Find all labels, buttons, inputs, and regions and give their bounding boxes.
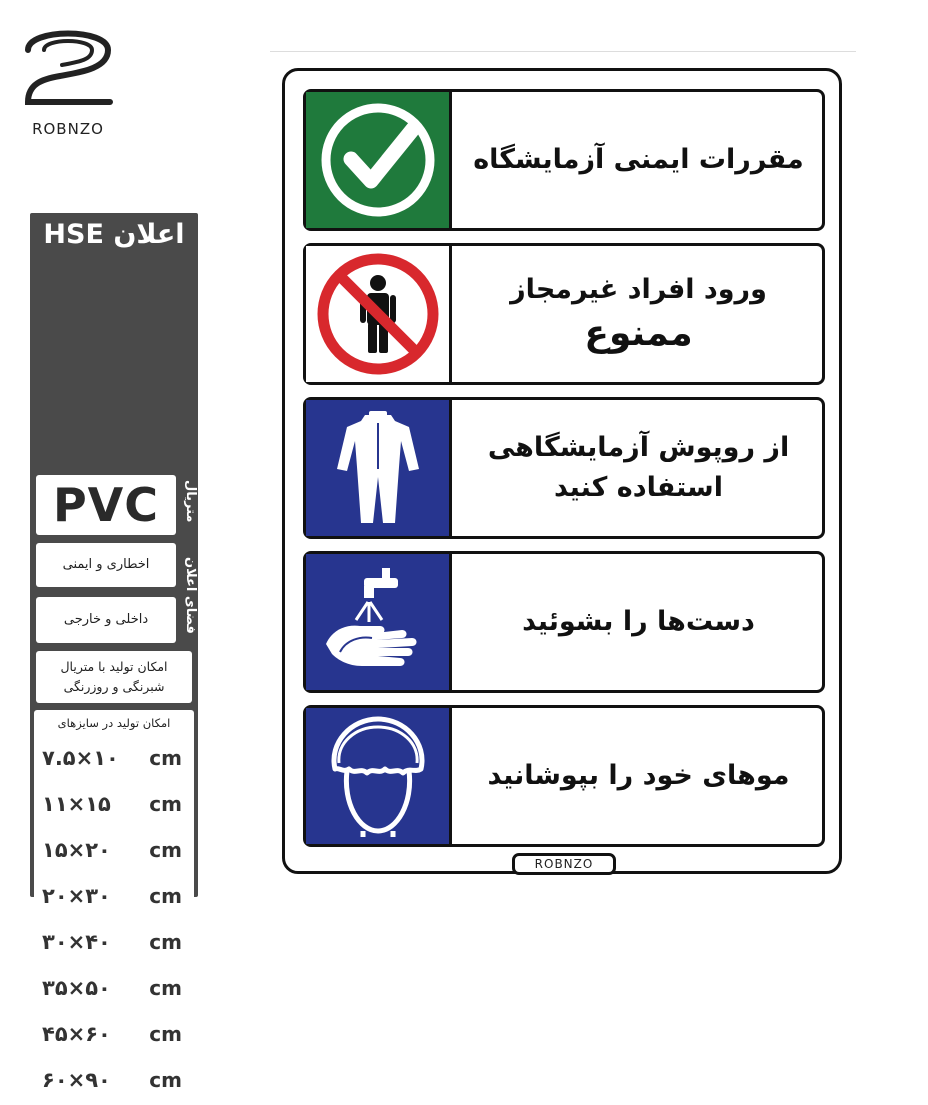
material-label: متریال (183, 479, 198, 523)
size-item (34, 884, 194, 908)
brand-logo (20, 20, 116, 140)
size-value: ۳۵×۵۰ (42, 976, 111, 1000)
row-line1: دست‌ها را بشوئید (522, 606, 755, 637)
production-note-line2: شبرنگی و روزرنگی (63, 679, 165, 694)
material-box (36, 475, 176, 535)
size-item (34, 1068, 194, 1092)
product-title: اعلان HSE (43, 219, 185, 250)
row-text (455, 400, 822, 536)
sign-row-lab-rules (303, 89, 825, 231)
icon-cell (306, 554, 452, 690)
size-unit: cm (149, 746, 182, 770)
row-line2: استفاده کنید (554, 472, 723, 503)
row-text (455, 246, 822, 382)
size-item (34, 838, 194, 862)
placement-value: داخلی و خارجی (36, 597, 176, 643)
production-note-line1: امکان تولید با متریال (60, 659, 168, 674)
size-item (34, 976, 194, 1000)
row-text (455, 554, 822, 690)
icon-cell (306, 246, 452, 382)
type-value: اخطاری و ایمنی (36, 543, 176, 587)
size-unit: cm (149, 884, 182, 908)
size-value: ۱۱×۱۵ (42, 792, 111, 816)
check-icon (317, 99, 439, 221)
size-value: ۶۰×۹۰ (42, 1068, 111, 1092)
icon-cell (306, 400, 452, 536)
sizes-heading: امکان تولید در سایزهای (57, 716, 171, 730)
row-line2: ممنوع (584, 313, 693, 354)
logo-text: ROBNZO (32, 120, 104, 138)
sign-row-hair-cover (303, 705, 825, 847)
size-unit: cm (149, 976, 182, 1000)
logo-mark-icon (20, 20, 116, 116)
row-line1: از روپوش آزمایشگاهی (487, 432, 790, 463)
sign-footer-logo: ROBNZO (512, 853, 616, 875)
row-line1: مقررات ایمنی آزمایشگاه (473, 144, 804, 175)
sign-row-wash-hands (303, 551, 825, 693)
no-entry-person-icon (315, 251, 441, 377)
size-value: ۱۵×۲۰ (42, 838, 111, 862)
size-value: ۳۰×۴۰ (42, 930, 111, 954)
size-value: ۷.۵×۱۰ (42, 746, 119, 770)
size-item (34, 930, 194, 954)
top-divider (270, 51, 856, 52)
size-item (34, 792, 194, 816)
size-item (34, 746, 194, 770)
size-unit: cm (149, 1022, 182, 1046)
size-unit: cm (149, 792, 182, 816)
sign-row-lab-coat (303, 397, 825, 539)
size-value: ۴۵×۶۰ (42, 1022, 111, 1046)
lab-coverall-icon (333, 407, 423, 529)
product-info-panel (30, 213, 198, 1092)
row-line1: موهای خود را بپوشانید (487, 760, 790, 791)
sizes-list (34, 710, 194, 1105)
space-label: فضای اعلان (183, 556, 198, 634)
production-note (36, 651, 192, 703)
hair-cover-icon (323, 713, 433, 839)
row-text (455, 92, 822, 228)
size-unit: cm (149, 838, 182, 862)
material-value: PVC (52, 478, 160, 532)
wash-hands-icon (316, 560, 440, 684)
safety-sign (282, 68, 842, 874)
icon-cell (306, 92, 452, 228)
size-item (34, 1022, 194, 1046)
row-text (455, 708, 822, 844)
size-unit: cm (149, 930, 182, 954)
sign-row-no-entry (303, 243, 825, 385)
size-unit: cm (149, 1068, 182, 1092)
size-value: ۲۰×۳۰ (42, 884, 111, 908)
icon-cell (306, 708, 452, 844)
row-line1: ورود افراد غیرمجاز (510, 274, 767, 305)
